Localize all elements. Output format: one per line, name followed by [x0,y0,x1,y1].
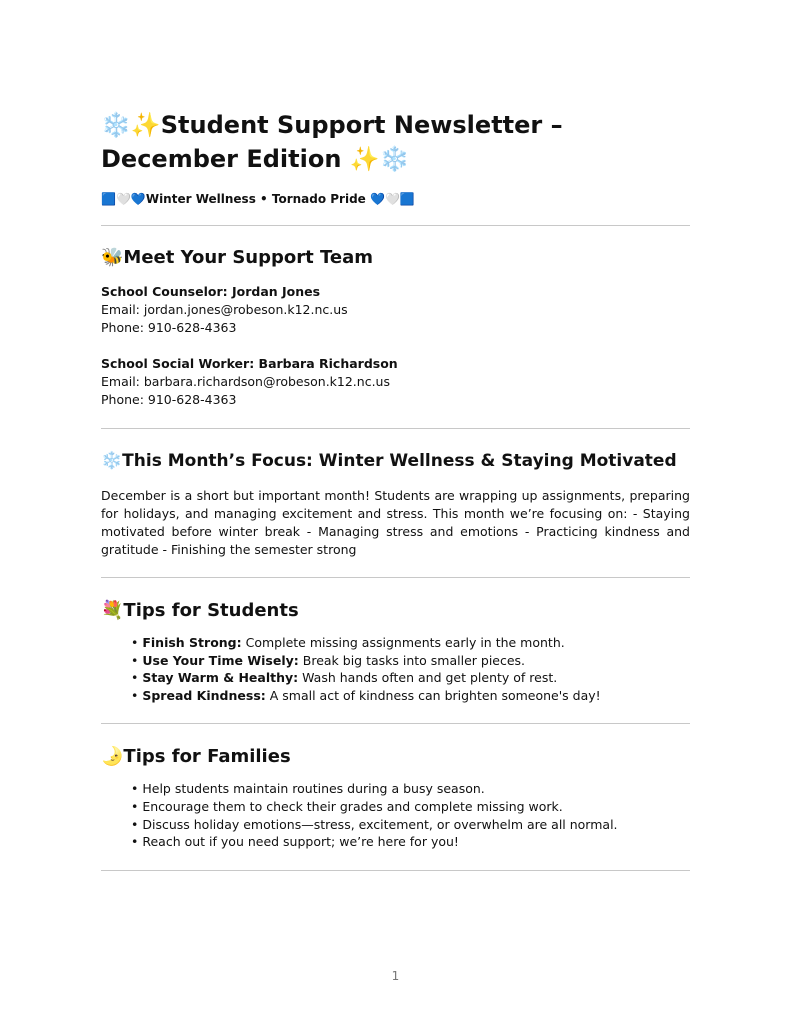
subtitle [101,190,690,208]
member-phone: Phone: 910-628-4363 [101,392,237,407]
sparkle-snowflake-icon: ✨❄️ [341,145,410,173]
list-item: • Help students maintain routines during a busy season. [131,781,485,797]
students-heading-text: Tips for Students [123,600,299,621]
team-member-counselor [101,283,690,337]
heart-blue-square-icon: 💙🤍🟦 [365,192,415,206]
families-heading-text: Tips for Families [123,746,291,768]
divider [101,870,690,871]
list-item: • Reach out if you need support; we’re here for you! [131,834,459,850]
member-email: Email: jordan.jones@robeson.k12.nc.us [101,302,348,317]
focus-heading [101,448,690,474]
title-text: Student Support Newsletter – December Edition [101,111,563,173]
divider [101,225,690,226]
snowflake-sparkle-icon: ❄️✨ [101,111,161,139]
students-heading [101,598,690,624]
bee-icon: 🐝 [101,247,124,268]
team-heading [101,245,690,271]
subtitle-text: Winter Wellness • Tornado Pride [145,192,366,206]
list-item: • Use Your Time Wisely: Break big tasks into smaller pieces. [131,652,526,668]
divider [101,723,690,724]
team-member-social-worker [101,355,690,409]
member-title: School Social Worker: Barbara Richardson [101,356,398,371]
bouquet-icon: 💐 [101,600,124,621]
newsletter-page [101,108,690,871]
moon-icon: 🌛 [101,746,124,768]
list-item: • Spread Kindness: A small act of kindness can brighten someone's day! [131,687,601,703]
member-phone: Phone: 910-628-4363 [101,320,237,335]
list-item: • Encourage them to check their grades and complete missing work. [131,798,563,814]
member-email: Email: barbara.richardson@robeson.k12.nc.us [101,374,390,389]
page-number: 1 [391,969,400,983]
focus-body: December is a short but important month! Students are wrapping up assignments, preparing for holidays, and managing excitement and stress. This month we’re focusing on: - Staying motivated before winter break - Managing stress and emotions - Practicing kindness and gratitude - Finishing the semester strong [101,488,690,557]
list-item: • Discuss holiday emotions—stress, excitement, or overwhelm are all normal. [131,816,618,832]
page-title [101,108,690,176]
snowflake-icon: ❄️ [101,451,123,471]
team-heading-text: Meet Your Support Team [123,247,373,268]
list-item: • Stay Warm & Healthy: Wash hands often and get plenty of rest. [131,670,558,686]
list-item: • Finish Strong: Complete missing assignments early in the month. [131,635,565,650]
families-heading [101,744,690,770]
divider [101,577,690,578]
students-tips-list [101,634,690,704]
member-title: School Counselor: Jordan Jones [101,284,321,299]
divider [101,428,690,429]
families-tips-list [101,780,690,850]
blue-white-heart-icon: 🟦🤍💙 [101,192,146,206]
focus-heading-text: This Month’s Focus: Winter Wellness & Staying Motivated [122,451,677,471]
